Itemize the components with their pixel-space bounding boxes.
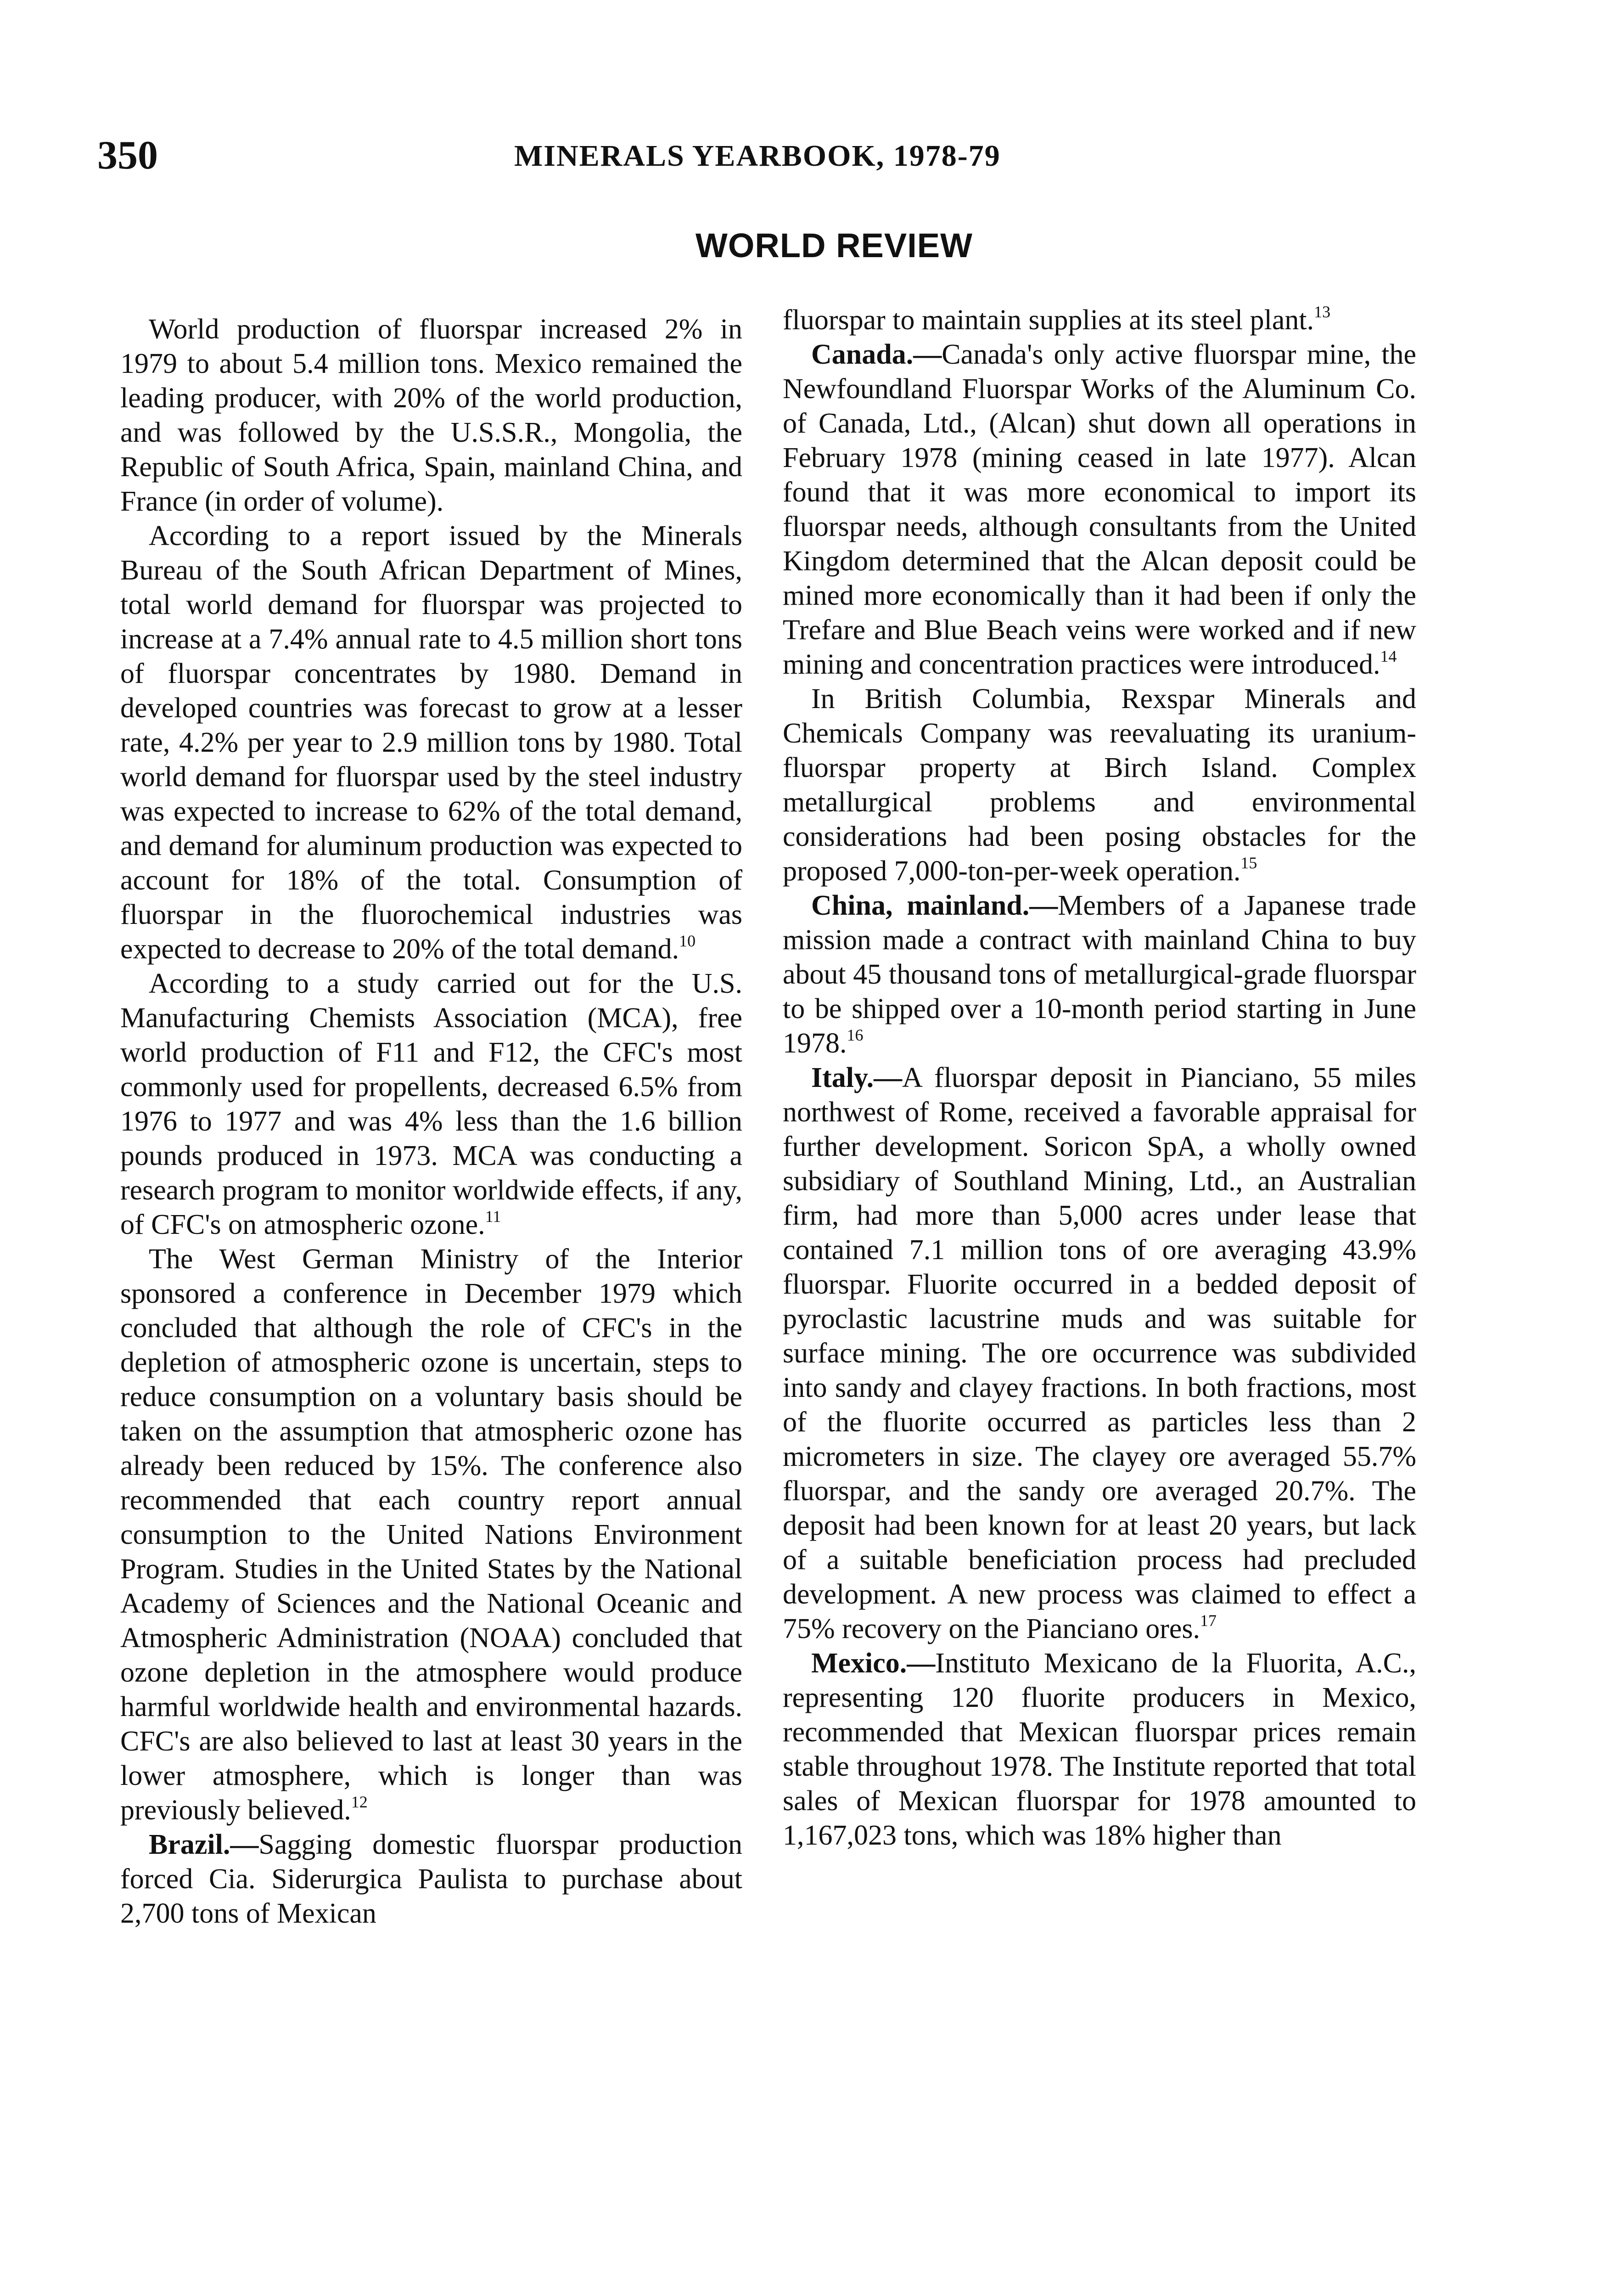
left-column [120,312,742,1931]
paragraph-text: Sagging domestic fluorspar production forced Cia. Siderurgica Paulista to purchase about 2,700 tons of Mexican [120,1829,742,1929]
footnote-ref: 10 [679,932,696,950]
footnote-ref: 11 [485,1207,501,1226]
country-heading-mexico: Mexico.— [811,1648,936,1679]
paragraph-text: According to a study carried out for the U.S. Manufacturing Chemists Association (MCA), free world production of F11 and F12, the CFC's most commonly used for propellents, decreased 6.5% from 1976 to 1977 and was 4% less than the 1.6 billion pounds produced in 1973. MCA was conducting a research program to monitor worldwide effects, if any, of CFC's on atmospheric ozone. [120,968,742,1240]
country-heading-brazil: Brazil.— [149,1829,259,1860]
country-heading-china: China, mainland.— [811,890,1058,921]
country-heading-canada: Canada.— [811,339,942,370]
paragraph-canada [783,338,1416,682]
page-number: 350 [97,133,158,178]
paragraph-brazil [120,1828,742,1931]
paragraph-text: fluorspar to maintain supplies at its steel plant. [783,304,1314,336]
footnote-ref: 14 [1380,647,1397,665]
footnote-ref: 17 [1200,1611,1217,1630]
paragraph-mexico [783,1646,1416,1853]
paragraph-text: Members of a Japanese trade mission made a contract with mainland China to buy about 45 thousand tons of metallurgical-grade fluorspar to be shipped over a 10-month period starting in June 1978. [783,890,1416,1059]
country-heading-italy: Italy.— [811,1062,903,1093]
footnote-ref: 16 [847,1026,864,1044]
footnote-ref: 12 [351,1793,368,1811]
paragraph-mca-study [120,967,742,1242]
paragraph-minerals-bureau [120,519,742,967]
paragraph-text: In British Columbia, Rexspar Minerals and Chemicals Company was reevaluating its uranium-fluorspar property at Birch Island. Complex metallurgical problems and environmental considerations had been posing obstacles for the proposed 7,000-ton-per-week operation. [783,683,1416,887]
paragraph-text: Instituto Mexicano de la Fluorita, A.C., representing 120 fluorite producers in Mexico, recommended that Mexican fluorspar prices remain stable throughout 1978. The Institute reported that total sales of Mexican fluorspar for 1978 amounted to 1,167,023 tons, which was 18% higher than [783,1648,1416,1851]
paragraph-west-german-ministry [120,1242,742,1828]
paragraph-world-production [120,312,742,519]
paragraph-text: Canada's only active fluorspar mine, the Newfoundland Fluorspar Works of the Aluminum Co. of Canada, Ltd., (Alcan) shut down all operations in February 1978 (mining ceased in late 1977). Alcan found that it was more economical to import its fluorspar needs, although consultants from the United Kingdom determined that the Alcan deposit could be mined more economically than it had been if only the Trefare and Blue Beach veins were worked and if new mining and concentration practices were introduced. [783,339,1416,680]
paragraph-text: World production of fluorspar increased 2% in 1979 to about 5.4 million tons. Mexico remained the leading producer, with 20% of the world production, and was followed by the U.S.S.R., Mongolia, the Republic of South Africa, Spain, mainland China, and France (in order of volume). [120,314,742,517]
paragraph-text: A fluorspar deposit in Pianciano, 55 miles northwest of Rome, received a favorable appraisal for further development. Soricon SpA, a wholly owned subsidiary of Southland Mining, Ltd., an Australian firm, had more than 5,000 acres under lease that contained 7.1 million tons of ore averaging 43.9% fluorspar. Fluorite occurred in a bedded deposit of pyroclastic lacustrine muds and was suitable for surface mining. The ore occurrence was subdivided into sandy and clayey fractions. In both fractions, most of the fluorite occurred as particles less than 2 micrometers in size. The clayey ore averaged 55.7% fluorspar, and the sandy ore averaged 20.7%. The deposit had been known for at least 20 years, but lack of a suitable beneficiation process had precluded development. A new process was claimed to effect a 75% recovery on the Pianciano ores. [783,1062,1416,1644]
paragraph-text: The West German Ministry of the Interior sponsored a conference in December 1979 which concluded that although the role of CFC's in the depletion of atmospheric ozone is uncertain, steps to reduce consumption on a voluntary basis should be taken on the assumption that atmospheric ozone has already been reduced by 15%. The conference also recommended that each country report annual consumption to the United Nations Environment Program. Studies in the United States by the National Academy of Sciences and the National Oceanic and Atmospheric Administration (NOAA) concluded that ozone depletion in the atmosphere would produce harmful worldwide health and environmental hazards. CFC's are also believed to last at least 30 years in the lower atmosphere, which is longer than was previously believed. [120,1244,742,1826]
paragraph-china-mainland [783,889,1416,1061]
paragraph-text: According to a report issued by the Minerals Bureau of the South African Department of Mines, total world demand for fluorspar was projected to increase at a 7.4% annual rate to 4.5 million short tons of fluorspar concentrates by 1980. Demand in developed countries was forecast to grow at a lesser rate, 4.2% per year to 2.9 million tons by 1980. Total world demand for fluorspar used by the steel industry was expected to increase to 62% of the total demand, and demand for aluminum production was expected to account for 18% of the total. Consumption of fluorspar in the fluorochemical industries was expected to decrease to 20% of the total demand. [120,520,742,965]
footnote-ref: 13 [1314,303,1331,321]
paragraph-italy [783,1061,1416,1646]
footnote-ref: 15 [1240,854,1257,872]
running-title: MINERALS YEARBOOK, 1978-79 [514,139,1001,173]
section-title: WORLD REVIEW [695,226,973,264]
paragraph-brazil-continued [783,303,1416,338]
paragraph-british-columbia [783,682,1416,889]
right-column [783,303,1416,1853]
